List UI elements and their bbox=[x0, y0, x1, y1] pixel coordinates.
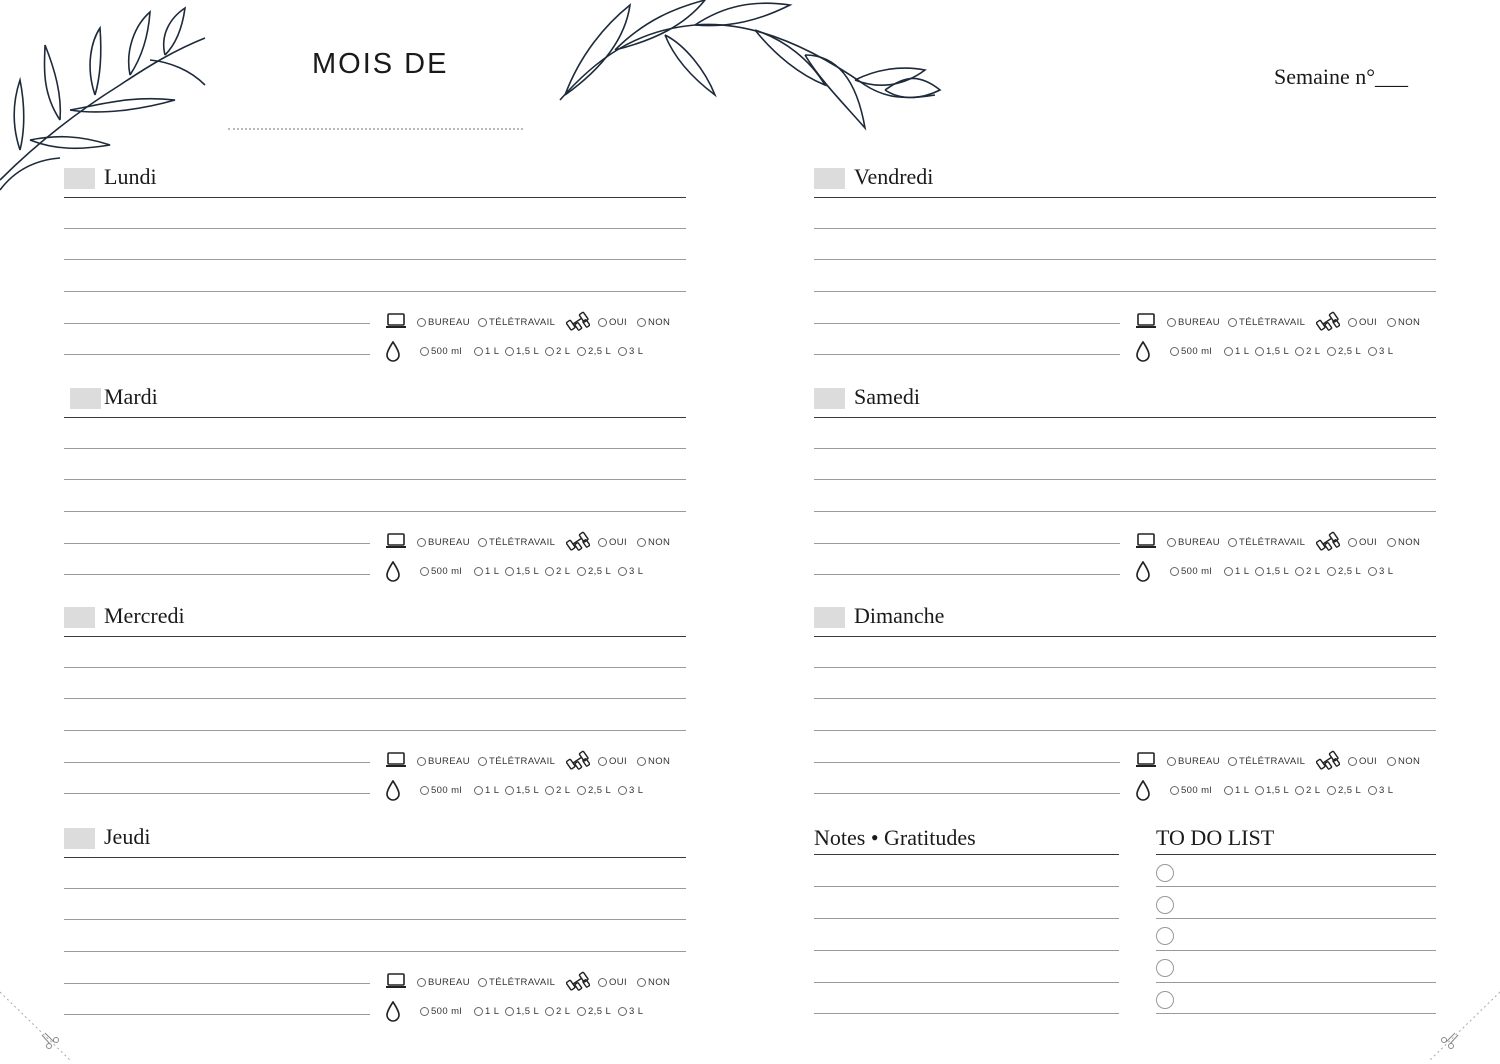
radio-circle[interactable] bbox=[1327, 786, 1336, 795]
radio-circle[interactable] bbox=[577, 347, 586, 356]
water-option[interactable]: 1 L bbox=[1224, 566, 1249, 577]
notes-line[interactable] bbox=[814, 982, 1119, 983]
day-title-underline bbox=[814, 636, 1436, 637]
day-note-line[interactable] bbox=[64, 1014, 370, 1015]
work-option[interactable]: TÉLÉTRAVAIL bbox=[478, 537, 555, 548]
dumbbell-icon bbox=[566, 750, 590, 777]
radio-circle[interactable] bbox=[417, 757, 426, 766]
radio-circle[interactable] bbox=[417, 538, 426, 547]
work-option[interactable]: BUREAU bbox=[1167, 317, 1220, 328]
laptop-icon bbox=[385, 752, 407, 773]
radio-circle[interactable] bbox=[478, 757, 487, 766]
day-name: Dimanche bbox=[854, 603, 945, 628]
radio-circle[interactable] bbox=[474, 567, 483, 576]
radio-circle[interactable] bbox=[618, 786, 627, 795]
radio-circle[interactable] bbox=[598, 757, 607, 766]
radio-circle[interactable] bbox=[474, 1007, 483, 1016]
water-drop-icon bbox=[385, 780, 401, 807]
sport-option[interactable]: NON bbox=[637, 317, 670, 328]
radio-circle[interactable] bbox=[637, 978, 646, 987]
sport-option[interactable]: NON bbox=[1387, 317, 1420, 328]
water-drop-icon bbox=[1135, 561, 1151, 588]
radio-circle[interactable] bbox=[545, 567, 554, 576]
radio-circle[interactable] bbox=[1348, 318, 1357, 327]
todo-title: TO DO LIST bbox=[1156, 825, 1275, 850]
water-option[interactable]: 2 L bbox=[545, 346, 570, 357]
day-note-line[interactable] bbox=[814, 730, 1436, 731]
day-name: Jeudi bbox=[104, 824, 151, 849]
radio-circle[interactable] bbox=[1387, 318, 1396, 327]
day-date-box[interactable] bbox=[814, 168, 845, 189]
sport-option[interactable]: NON bbox=[1387, 537, 1420, 548]
water-option[interactable]: 2,5 L bbox=[577, 346, 611, 357]
radio-circle[interactable] bbox=[637, 757, 646, 766]
day-note-line[interactable] bbox=[814, 574, 1120, 575]
radio-circle[interactable] bbox=[1255, 347, 1264, 356]
radio-circle[interactable] bbox=[1224, 567, 1233, 576]
water-drop-icon bbox=[1135, 780, 1151, 807]
todo-line[interactable] bbox=[1156, 886, 1436, 887]
water-option[interactable]: 1 L bbox=[1224, 785, 1249, 796]
radio-circle[interactable] bbox=[1167, 318, 1176, 327]
radio-circle[interactable] bbox=[637, 318, 646, 327]
day-block-dimanche bbox=[814, 603, 1436, 819]
day-note-line[interactable] bbox=[64, 228, 686, 229]
day-block-samedi bbox=[814, 384, 1436, 600]
water-option[interactable]: 1 L bbox=[474, 566, 499, 577]
day-note-line[interactable] bbox=[64, 511, 686, 512]
day-note-line[interactable] bbox=[64, 698, 686, 699]
work-option[interactable]: TÉLÉTRAVAIL bbox=[1228, 317, 1305, 328]
sport-option[interactable]: OUI bbox=[598, 317, 627, 328]
water-option[interactable]: 2 L bbox=[545, 566, 570, 577]
day-note-line[interactable] bbox=[814, 511, 1436, 512]
laptop-icon bbox=[1135, 313, 1157, 334]
radio-circle[interactable] bbox=[420, 1007, 429, 1016]
day-date-box[interactable] bbox=[814, 388, 845, 409]
water-option[interactable]: 500 ml bbox=[1170, 785, 1212, 796]
water-option[interactable]: 3 L bbox=[1368, 346, 1393, 357]
water-drop-icon bbox=[1135, 341, 1151, 368]
water-option[interactable]: 2,5 L bbox=[577, 1006, 611, 1017]
water-drop-icon bbox=[385, 341, 401, 368]
water-option[interactable]: 2,5 L bbox=[577, 566, 611, 577]
dumbbell-icon bbox=[566, 531, 590, 558]
radio-circle[interactable] bbox=[505, 786, 514, 795]
work-option[interactable]: BUREAU bbox=[417, 977, 470, 988]
todo-line[interactable] bbox=[1156, 918, 1436, 919]
radio-circle[interactable] bbox=[420, 567, 429, 576]
radio-circle[interactable] bbox=[1348, 538, 1357, 547]
day-title-underline bbox=[64, 636, 686, 637]
radio-circle[interactable] bbox=[577, 786, 586, 795]
radio-circle[interactable] bbox=[1170, 786, 1179, 795]
radio-circle[interactable] bbox=[577, 1007, 586, 1016]
radio-circle[interactable] bbox=[1295, 567, 1304, 576]
water-option[interactable]: 3 L bbox=[618, 346, 643, 357]
day-block-vendredi bbox=[814, 164, 1436, 380]
water-drop-icon bbox=[385, 561, 401, 588]
radio-circle[interactable] bbox=[598, 538, 607, 547]
day-block-jeudi bbox=[64, 824, 686, 1040]
page-title: MOIS DE bbox=[312, 48, 449, 80]
water-option[interactable]: 1,5 L bbox=[505, 346, 539, 357]
sport-option[interactable]: OUI bbox=[598, 756, 627, 767]
water-option[interactable]: 500 ml bbox=[1170, 346, 1212, 357]
radio-circle[interactable] bbox=[1228, 318, 1237, 327]
sport-option[interactable]: NON bbox=[637, 537, 670, 548]
day-note-line[interactable] bbox=[814, 291, 1436, 292]
day-title-underline bbox=[814, 197, 1436, 198]
day-block-mardi bbox=[64, 384, 686, 600]
water-option[interactable]: 1,5 L bbox=[505, 566, 539, 577]
day-block-mercredi bbox=[64, 603, 686, 819]
sport-option[interactable]: OUI bbox=[1348, 756, 1377, 767]
radio-circle[interactable] bbox=[598, 318, 607, 327]
day-date-box[interactable] bbox=[814, 607, 845, 628]
day-note-line[interactable] bbox=[814, 667, 1436, 668]
radio-circle[interactable] bbox=[1348, 757, 1357, 766]
day-note-line[interactable] bbox=[814, 323, 1120, 324]
radio-circle[interactable] bbox=[598, 978, 607, 987]
radio-circle[interactable] bbox=[1327, 347, 1336, 356]
todo-checkbox[interactable] bbox=[1156, 896, 1174, 914]
day-note-line[interactable] bbox=[64, 479, 686, 480]
water-option[interactable]: 2,5 L bbox=[577, 785, 611, 796]
todo-line[interactable] bbox=[1156, 982, 1436, 983]
water-option[interactable]: 2 L bbox=[1295, 566, 1320, 577]
water-option[interactable]: 2 L bbox=[1295, 785, 1320, 796]
sport-option[interactable]: NON bbox=[637, 977, 670, 988]
day-note-line[interactable] bbox=[814, 762, 1120, 763]
radio-circle[interactable] bbox=[618, 1007, 627, 1016]
radio-circle[interactable] bbox=[545, 1007, 554, 1016]
day-note-line[interactable] bbox=[64, 888, 686, 889]
day-note-line[interactable] bbox=[64, 667, 686, 668]
day-note-line[interactable] bbox=[814, 228, 1436, 229]
notes-line[interactable] bbox=[814, 886, 1119, 887]
sport-option[interactable]: OUI bbox=[598, 537, 627, 548]
radio-circle[interactable] bbox=[420, 347, 429, 356]
radio-circle[interactable] bbox=[1255, 567, 1264, 576]
water-option[interactable]: 1,5 L bbox=[505, 785, 539, 796]
radio-circle[interactable] bbox=[1228, 538, 1237, 547]
water-option[interactable]: 2 L bbox=[1295, 346, 1320, 357]
water-option[interactable]: 1,5 L bbox=[1255, 346, 1289, 357]
todo-checkbox[interactable] bbox=[1156, 927, 1174, 945]
day-note-line[interactable] bbox=[814, 543, 1120, 544]
water-option[interactable]: 2 L bbox=[545, 785, 570, 796]
notes-title-underline bbox=[814, 854, 1119, 855]
radio-circle[interactable] bbox=[478, 318, 487, 327]
laptop-icon bbox=[1135, 752, 1157, 773]
sport-option[interactable]: OUI bbox=[1348, 317, 1377, 328]
laptop-icon bbox=[1135, 533, 1157, 554]
day-name: Lundi bbox=[104, 164, 157, 189]
radio-circle[interactable] bbox=[545, 347, 554, 356]
day-note-line[interactable] bbox=[814, 479, 1436, 480]
water-option[interactable]: 2,5 L bbox=[1327, 785, 1361, 796]
dumbbell-icon bbox=[1316, 531, 1340, 558]
radio-circle[interactable] bbox=[474, 786, 483, 795]
radio-circle[interactable] bbox=[637, 538, 646, 547]
work-option[interactable]: TÉLÉTRAVAIL bbox=[1228, 756, 1305, 767]
radio-circle[interactable] bbox=[545, 786, 554, 795]
radio-circle[interactable] bbox=[1387, 757, 1396, 766]
water-option[interactable]: 1 L bbox=[474, 785, 499, 796]
radio-circle[interactable] bbox=[1224, 786, 1233, 795]
day-note-line[interactable] bbox=[64, 951, 686, 952]
work-option[interactable]: TÉLÉTRAVAIL bbox=[478, 317, 555, 328]
todo-checkbox[interactable] bbox=[1156, 864, 1174, 882]
day-note-line[interactable] bbox=[64, 983, 370, 984]
radio-circle[interactable] bbox=[505, 347, 514, 356]
laptop-icon bbox=[385, 313, 407, 334]
water-option[interactable]: 2,5 L bbox=[1327, 346, 1361, 357]
day-note-line[interactable] bbox=[64, 793, 370, 794]
sport-option[interactable]: OUI bbox=[598, 977, 627, 988]
water-option[interactable]: 1,5 L bbox=[1255, 566, 1289, 577]
sport-option[interactable]: NON bbox=[637, 756, 670, 767]
water-option[interactable]: 1 L bbox=[1224, 346, 1249, 357]
water-option[interactable]: 500 ml bbox=[420, 1006, 462, 1017]
radio-circle[interactable] bbox=[1228, 757, 1237, 766]
water-option[interactable]: 3 L bbox=[1368, 785, 1393, 796]
radio-circle[interactable] bbox=[417, 978, 426, 987]
day-title-underline bbox=[64, 417, 686, 418]
water-option[interactable]: 500 ml bbox=[420, 566, 462, 577]
work-option[interactable]: TÉLÉTRAVAIL bbox=[478, 756, 555, 767]
day-date-box[interactable] bbox=[64, 607, 95, 628]
todo-title-underline bbox=[1156, 854, 1436, 855]
radio-circle[interactable] bbox=[618, 347, 627, 356]
water-option[interactable]: 1,5 L bbox=[1255, 785, 1289, 796]
todo-checkbox[interactable] bbox=[1156, 991, 1174, 1009]
work-option[interactable]: TÉLÉTRAVAIL bbox=[1228, 537, 1305, 548]
day-title-underline bbox=[64, 197, 686, 198]
leaf-branch-center bbox=[555, 0, 945, 135]
dumbbell-icon bbox=[1316, 750, 1340, 777]
day-date-box[interactable] bbox=[64, 168, 95, 189]
day-note-line[interactable] bbox=[814, 793, 1120, 794]
laptop-icon bbox=[385, 533, 407, 554]
day-name: Mardi bbox=[104, 384, 158, 409]
radio-circle[interactable] bbox=[1167, 757, 1176, 766]
water-option[interactable]: 2 L bbox=[545, 1006, 570, 1017]
radio-circle[interactable] bbox=[1368, 347, 1377, 356]
day-note-line[interactable] bbox=[64, 543, 370, 544]
radio-circle[interactable] bbox=[474, 347, 483, 356]
radio-circle[interactable] bbox=[1295, 347, 1304, 356]
radio-circle[interactable] bbox=[505, 1007, 514, 1016]
water-option[interactable]: 2,5 L bbox=[1327, 566, 1361, 577]
day-note-line[interactable] bbox=[814, 354, 1120, 355]
work-option[interactable]: BUREAU bbox=[1167, 537, 1220, 548]
day-note-line[interactable] bbox=[814, 259, 1436, 260]
todo-line[interactable] bbox=[1156, 950, 1436, 951]
day-date-box[interactable] bbox=[64, 828, 95, 849]
sport-option[interactable]: OUI bbox=[1348, 537, 1377, 548]
radio-circle[interactable] bbox=[478, 978, 487, 987]
laptop-icon bbox=[385, 973, 407, 994]
month-fill-line[interactable] bbox=[228, 128, 523, 130]
day-note-line[interactable] bbox=[64, 762, 370, 763]
day-block-lundi bbox=[64, 164, 686, 380]
work-option[interactable]: BUREAU bbox=[1167, 756, 1220, 767]
water-option[interactable]: 500 ml bbox=[420, 346, 462, 357]
todo-checkbox[interactable] bbox=[1156, 959, 1174, 977]
day-note-line[interactable] bbox=[64, 919, 686, 920]
radio-circle[interactable] bbox=[417, 318, 426, 327]
radio-circle[interactable] bbox=[420, 786, 429, 795]
radio-circle[interactable] bbox=[1387, 538, 1396, 547]
radio-circle[interactable] bbox=[505, 567, 514, 576]
water-option[interactable]: 3 L bbox=[618, 785, 643, 796]
radio-circle[interactable] bbox=[478, 538, 487, 547]
radio-circle[interactable] bbox=[1170, 347, 1179, 356]
radio-circle[interactable] bbox=[1368, 567, 1377, 576]
radio-circle[interactable] bbox=[618, 567, 627, 576]
radio-circle[interactable] bbox=[1167, 538, 1176, 547]
radio-circle[interactable] bbox=[1295, 786, 1304, 795]
notes-title: Notes • Gratitudes bbox=[814, 825, 976, 850]
notes-line[interactable] bbox=[814, 918, 1119, 919]
scissors-icon bbox=[0, 990, 75, 1064]
radio-circle[interactable] bbox=[1327, 567, 1336, 576]
day-date-box[interactable] bbox=[70, 388, 101, 409]
dumbbell-icon bbox=[566, 971, 590, 998]
water-option[interactable]: 500 ml bbox=[1170, 566, 1212, 577]
radio-circle[interactable] bbox=[1255, 786, 1264, 795]
water-option[interactable]: 3 L bbox=[618, 1006, 643, 1017]
day-note-line[interactable] bbox=[64, 574, 370, 575]
todo-line[interactable] bbox=[1156, 1013, 1436, 1014]
notes-line[interactable] bbox=[814, 1013, 1119, 1014]
day-note-line[interactable] bbox=[64, 259, 686, 260]
day-note-line[interactable] bbox=[64, 448, 686, 449]
day-title-underline bbox=[814, 417, 1436, 418]
work-option[interactable]: TÉLÉTRAVAIL bbox=[478, 977, 555, 988]
notes-line[interactable] bbox=[814, 950, 1119, 951]
day-name: Mercredi bbox=[104, 603, 185, 628]
dumbbell-icon bbox=[566, 311, 590, 338]
sport-option[interactable]: NON bbox=[1387, 756, 1420, 767]
day-name: Samedi bbox=[854, 384, 920, 409]
dumbbell-icon bbox=[1316, 311, 1340, 338]
water-option[interactable]: 3 L bbox=[618, 566, 643, 577]
day-note-line[interactable] bbox=[64, 291, 686, 292]
work-option[interactable]: BUREAU bbox=[417, 756, 470, 767]
water-option[interactable]: 1 L bbox=[474, 346, 499, 357]
day-note-line[interactable] bbox=[64, 323, 370, 324]
day-note-line[interactable] bbox=[64, 730, 686, 731]
week-number-label: Semaine n°___ bbox=[1274, 64, 1409, 89]
water-option[interactable]: 500 ml bbox=[420, 785, 462, 796]
work-option[interactable]: BUREAU bbox=[417, 537, 470, 548]
water-option[interactable]: 1 L bbox=[474, 1006, 499, 1017]
water-drop-icon bbox=[385, 1001, 401, 1028]
day-note-line[interactable] bbox=[814, 698, 1436, 699]
scissors-icon bbox=[1425, 990, 1500, 1064]
water-option[interactable]: 3 L bbox=[1368, 566, 1393, 577]
day-note-line[interactable] bbox=[814, 448, 1436, 449]
radio-circle[interactable] bbox=[1368, 786, 1377, 795]
work-option[interactable]: BUREAU bbox=[417, 317, 470, 328]
day-note-line[interactable] bbox=[64, 354, 370, 355]
water-option[interactable]: 1,5 L bbox=[505, 1006, 539, 1017]
radio-circle[interactable] bbox=[1224, 347, 1233, 356]
radio-circle[interactable] bbox=[1170, 567, 1179, 576]
day-name: Vendredi bbox=[854, 164, 934, 189]
radio-circle[interactable] bbox=[577, 567, 586, 576]
day-title-underline bbox=[64, 857, 686, 858]
